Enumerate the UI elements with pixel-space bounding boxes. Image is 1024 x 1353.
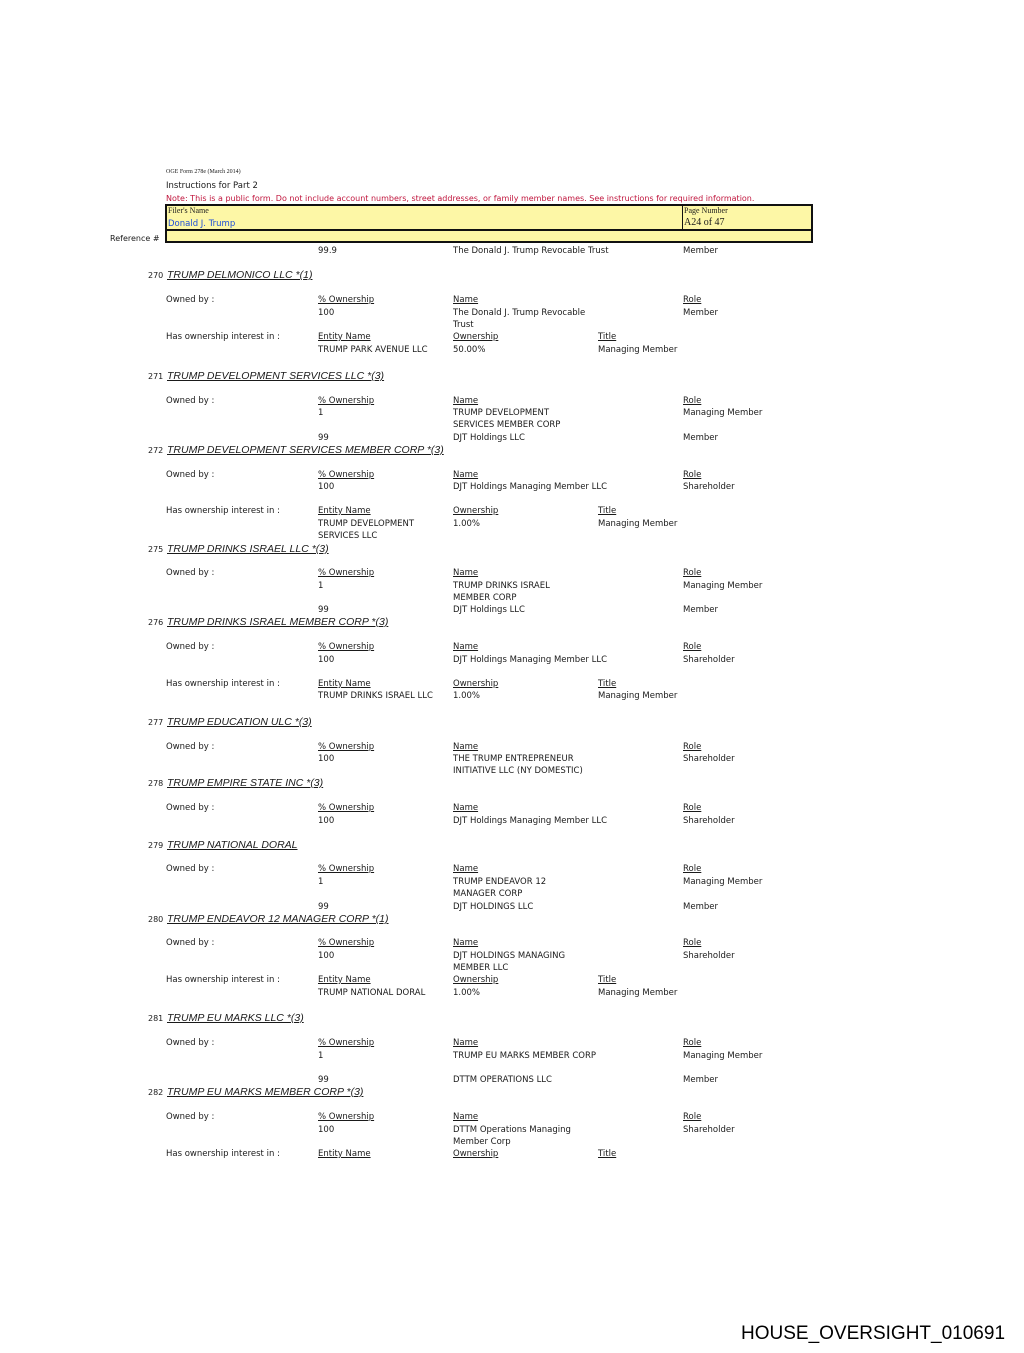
role-header: Role	[683, 1038, 702, 1048]
owner-role: Shareholder	[683, 655, 735, 665]
page-number-label: Page Number	[684, 206, 728, 215]
owner-role: Managing Member	[683, 877, 763, 887]
interest-title: Managing Member	[598, 519, 678, 529]
role-header: Role	[683, 396, 702, 406]
owner-pct: 99	[318, 1075, 329, 1085]
interest-title: Managing Member	[598, 691, 678, 701]
ownership-header: Ownership	[453, 332, 499, 342]
interest-title: Managing Member	[598, 988, 678, 998]
ownership-header: Ownership	[453, 1149, 499, 1159]
has-interest-label: Has ownership interest in :	[166, 679, 280, 689]
filer-header-box	[165, 204, 813, 243]
owner-role: Managing Member	[683, 408, 763, 418]
name-header: Name	[453, 295, 479, 305]
pct-ownership-header: % Ownership	[318, 803, 375, 813]
interest-ownership: 50.00%	[453, 345, 486, 355]
filer-name-label: Filer's Name	[168, 206, 209, 215]
name-header: Name	[453, 1038, 479, 1048]
owner-pct: 99	[318, 605, 329, 615]
owner-name: TRUMP DRINKS ISRAEL MEMBER CORP	[453, 581, 550, 603]
owner-pct: 100	[318, 951, 335, 961]
pct-ownership-header: % Ownership	[318, 1038, 375, 1048]
entity-number: 279	[148, 841, 164, 850]
entity-title: TRUMP NATIONAL DORAL	[167, 839, 298, 851]
role-header: Role	[683, 864, 702, 874]
interest-ownership: 1.00%	[453, 691, 481, 701]
role-header: Role	[683, 1112, 702, 1122]
name-header: Name	[453, 642, 479, 652]
owned-by-label: Owned by :	[166, 1038, 215, 1048]
owner-pct: 99	[318, 902, 329, 912]
role-header: Role	[683, 470, 702, 480]
owned-by-label: Owned by :	[166, 742, 215, 752]
owner-pct: 1	[318, 877, 324, 887]
owner-role: Member	[683, 605, 718, 615]
role-header: Role	[683, 568, 702, 578]
owner-role: Shareholder	[683, 951, 735, 961]
owned-by-label: Owned by :	[166, 396, 215, 406]
owner-pct: 99	[318, 433, 329, 443]
owner-role: Shareholder	[683, 816, 735, 826]
bates-stamp: HOUSE_OVERSIGHT_010691	[741, 1323, 1006, 1344]
carryover-pct: 99.9	[318, 246, 337, 256]
role-header: Role	[683, 742, 702, 752]
owner-pct: 1	[318, 581, 324, 591]
entity-title: TRUMP DEVELOPMENT SERVICES LLC *(3)	[167, 370, 385, 382]
pct-ownership-header: % Ownership	[318, 642, 375, 652]
name-header: Name	[453, 938, 479, 948]
ownership-header: Ownership	[453, 679, 499, 689]
owner-name: DJT HOLDINGS LLC	[453, 902, 534, 912]
owned-by-label: Owned by :	[166, 642, 215, 652]
pct-ownership-header: % Ownership	[318, 864, 375, 874]
page-number-value: A24 of 47	[684, 217, 725, 228]
has-interest-label: Has ownership interest in :	[166, 1149, 280, 1159]
owned-by-label: Owned by :	[166, 938, 215, 948]
ownership-header: Ownership	[453, 975, 499, 985]
entity-number: 277	[148, 718, 164, 727]
has-interest-label: Has ownership interest in :	[166, 332, 280, 342]
entity-number: 280	[148, 915, 164, 924]
entity-title: TRUMP EMPIRE STATE INC *(3)	[167, 777, 324, 789]
owner-name: The Donald J. Trump Revocable Trust	[453, 308, 586, 330]
entity-number: 271	[148, 372, 164, 381]
pct-ownership-header: % Ownership	[318, 1112, 375, 1122]
ownership-header: Ownership	[453, 506, 499, 516]
title-header: Title	[598, 1149, 617, 1159]
pct-ownership-header: % Ownership	[318, 295, 375, 305]
name-header: Name	[453, 568, 479, 578]
owned-by-label: Owned by :	[166, 295, 215, 305]
pct-ownership-header: % Ownership	[318, 396, 375, 406]
owner-pct: 100	[318, 655, 335, 665]
owner-role: Shareholder	[683, 1125, 735, 1135]
role-header: Role	[683, 938, 702, 948]
entity-title: TRUMP DRINKS ISRAEL MEMBER CORP *(3)	[167, 616, 389, 628]
has-interest-label: Has ownership interest in :	[166, 975, 280, 985]
owner-role: Member	[683, 902, 718, 912]
owner-name: TRUMP ENDEAVOR 12 MANAGER CORP	[453, 877, 547, 899]
owner-role: Shareholder	[683, 754, 735, 764]
pct-ownership-header: % Ownership	[318, 470, 375, 480]
owner-pct: 100	[318, 816, 335, 826]
pct-ownership-header: % Ownership	[318, 938, 375, 948]
title-header: Title	[598, 679, 617, 689]
owner-role: Managing Member	[683, 581, 763, 591]
has-interest-label: Has ownership interest in :	[166, 506, 280, 516]
entity-title: TRUMP EDUCATION ULC *(3)	[167, 716, 312, 728]
owned-by-label: Owned by :	[166, 803, 215, 813]
owner-role: Shareholder	[683, 482, 735, 492]
interest-entity: TRUMP PARK AVENUE LLC	[318, 345, 428, 355]
name-header: Name	[453, 803, 479, 813]
entity-title: TRUMP EU MARKS MEMBER CORP *(3)	[167, 1086, 364, 1098]
owner-name: DTTM Operations Managing Member Corp	[453, 1125, 571, 1147]
title-header: Title	[598, 332, 617, 342]
name-header: Name	[453, 864, 479, 874]
entity-name-header: Entity Name	[318, 1149, 371, 1159]
entity-title: TRUMP DELMONICO LLC *(1)	[167, 269, 313, 281]
role-header: Role	[683, 295, 702, 305]
owner-pct: 100	[318, 482, 335, 492]
owner-name: DJT Holdings Managing Member LLC	[453, 655, 608, 665]
entity-name-header: Entity Name	[318, 332, 371, 342]
name-header: Name	[453, 470, 479, 480]
pct-ownership-header: % Ownership	[318, 568, 375, 578]
entity-number: 278	[148, 779, 164, 788]
owned-by-label: Owned by :	[166, 568, 215, 578]
entity-name-header: Entity Name	[318, 679, 371, 689]
owner-pct: 100	[318, 308, 335, 318]
form-id: OGE Form 278e (March 2014)	[166, 169, 241, 175]
owner-name: DJT Holdings LLC	[453, 433, 525, 443]
owner-name: DJT Holdings Managing Member LLC	[453, 482, 608, 492]
entity-number: 272	[148, 446, 164, 455]
entity-number: 276	[148, 618, 164, 627]
entity-title: TRUMP DEVELOPMENT SERVICES MEMBER CORP *(3)	[167, 444, 444, 456]
owned-by-label: Owned by :	[166, 470, 215, 480]
name-header: Name	[453, 742, 479, 752]
owner-name: DJT Holdings Managing Member LLC	[453, 816, 608, 826]
owner-name: DJT Holdings LLC	[453, 605, 525, 615]
filer-name-value: Donald J. Trump	[168, 219, 236, 229]
owner-role: Member	[683, 308, 718, 318]
entity-number: 275	[148, 545, 164, 554]
entity-title: TRUMP EU MARKS LLC *(3)	[167, 1012, 304, 1024]
interest-entity: TRUMP DRINKS ISRAEL LLC	[318, 691, 433, 701]
entity-name-header: Entity Name	[318, 506, 371, 516]
owner-name: DTTM OPERATIONS LLC	[453, 1075, 552, 1085]
owned-by-label: Owned by :	[166, 864, 215, 874]
role-header: Role	[683, 642, 702, 652]
role-header: Role	[683, 803, 702, 813]
owner-role: Member	[683, 1075, 718, 1085]
interest-ownership: 1.00%	[453, 988, 481, 998]
owner-role: Member	[683, 433, 718, 443]
owner-pct: 100	[318, 1125, 335, 1135]
name-header: Name	[453, 396, 479, 406]
interest-ownership: 1.00%	[453, 519, 481, 529]
carryover-name: The Donald J. Trump Revocable Trust	[453, 246, 609, 256]
owner-name: TRUMP EU MARKS MEMBER CORP	[453, 1051, 597, 1061]
instructions-title: Instructions for Part 2	[166, 181, 258, 191]
public-form-note: Note: This is a public form. Do not include account numbers, street addresses, or family member names. See instructions for required information.	[166, 194, 755, 203]
owner-pct: 100	[318, 754, 335, 764]
entity-title: TRUMP DRINKS ISRAEL LLC *(3)	[167, 543, 329, 555]
interest-title: Managing Member	[598, 345, 678, 355]
owner-role: Managing Member	[683, 1051, 763, 1061]
interest-entity: TRUMP NATIONAL DORAL	[318, 988, 426, 998]
entity-title: TRUMP ENDEAVOR 12 MANAGER CORP *(1)	[167, 913, 389, 925]
title-header: Title	[598, 975, 617, 985]
pct-ownership-header: % Ownership	[318, 742, 375, 752]
owner-pct: 1	[318, 408, 324, 418]
entity-number: 281	[148, 1014, 164, 1023]
owner-name: THE TRUMP ENTREPRENEUR INITIATIVE LLC (NY DOMESTIC)	[453, 754, 583, 776]
name-header: Name	[453, 1112, 479, 1122]
owner-name: DJT HOLDINGS MANAGING MEMBER LLC	[453, 951, 566, 973]
carryover-role: Member	[683, 246, 718, 256]
entity-number: 282	[148, 1088, 164, 1097]
reference-number-label: Reference #	[110, 234, 160, 243]
entity-number: 270	[148, 271, 164, 280]
title-header: Title	[598, 506, 617, 516]
owned-by-label: Owned by :	[166, 1112, 215, 1122]
interest-entity: TRUMP DEVELOPMENT SERVICES LLC	[318, 519, 415, 541]
owner-pct: 1	[318, 1051, 324, 1061]
owner-name: TRUMP DEVELOPMENT SERVICES MEMBER CORP	[453, 408, 561, 430]
entity-name-header: Entity Name	[318, 975, 371, 985]
header-divider	[682, 206, 683, 229]
